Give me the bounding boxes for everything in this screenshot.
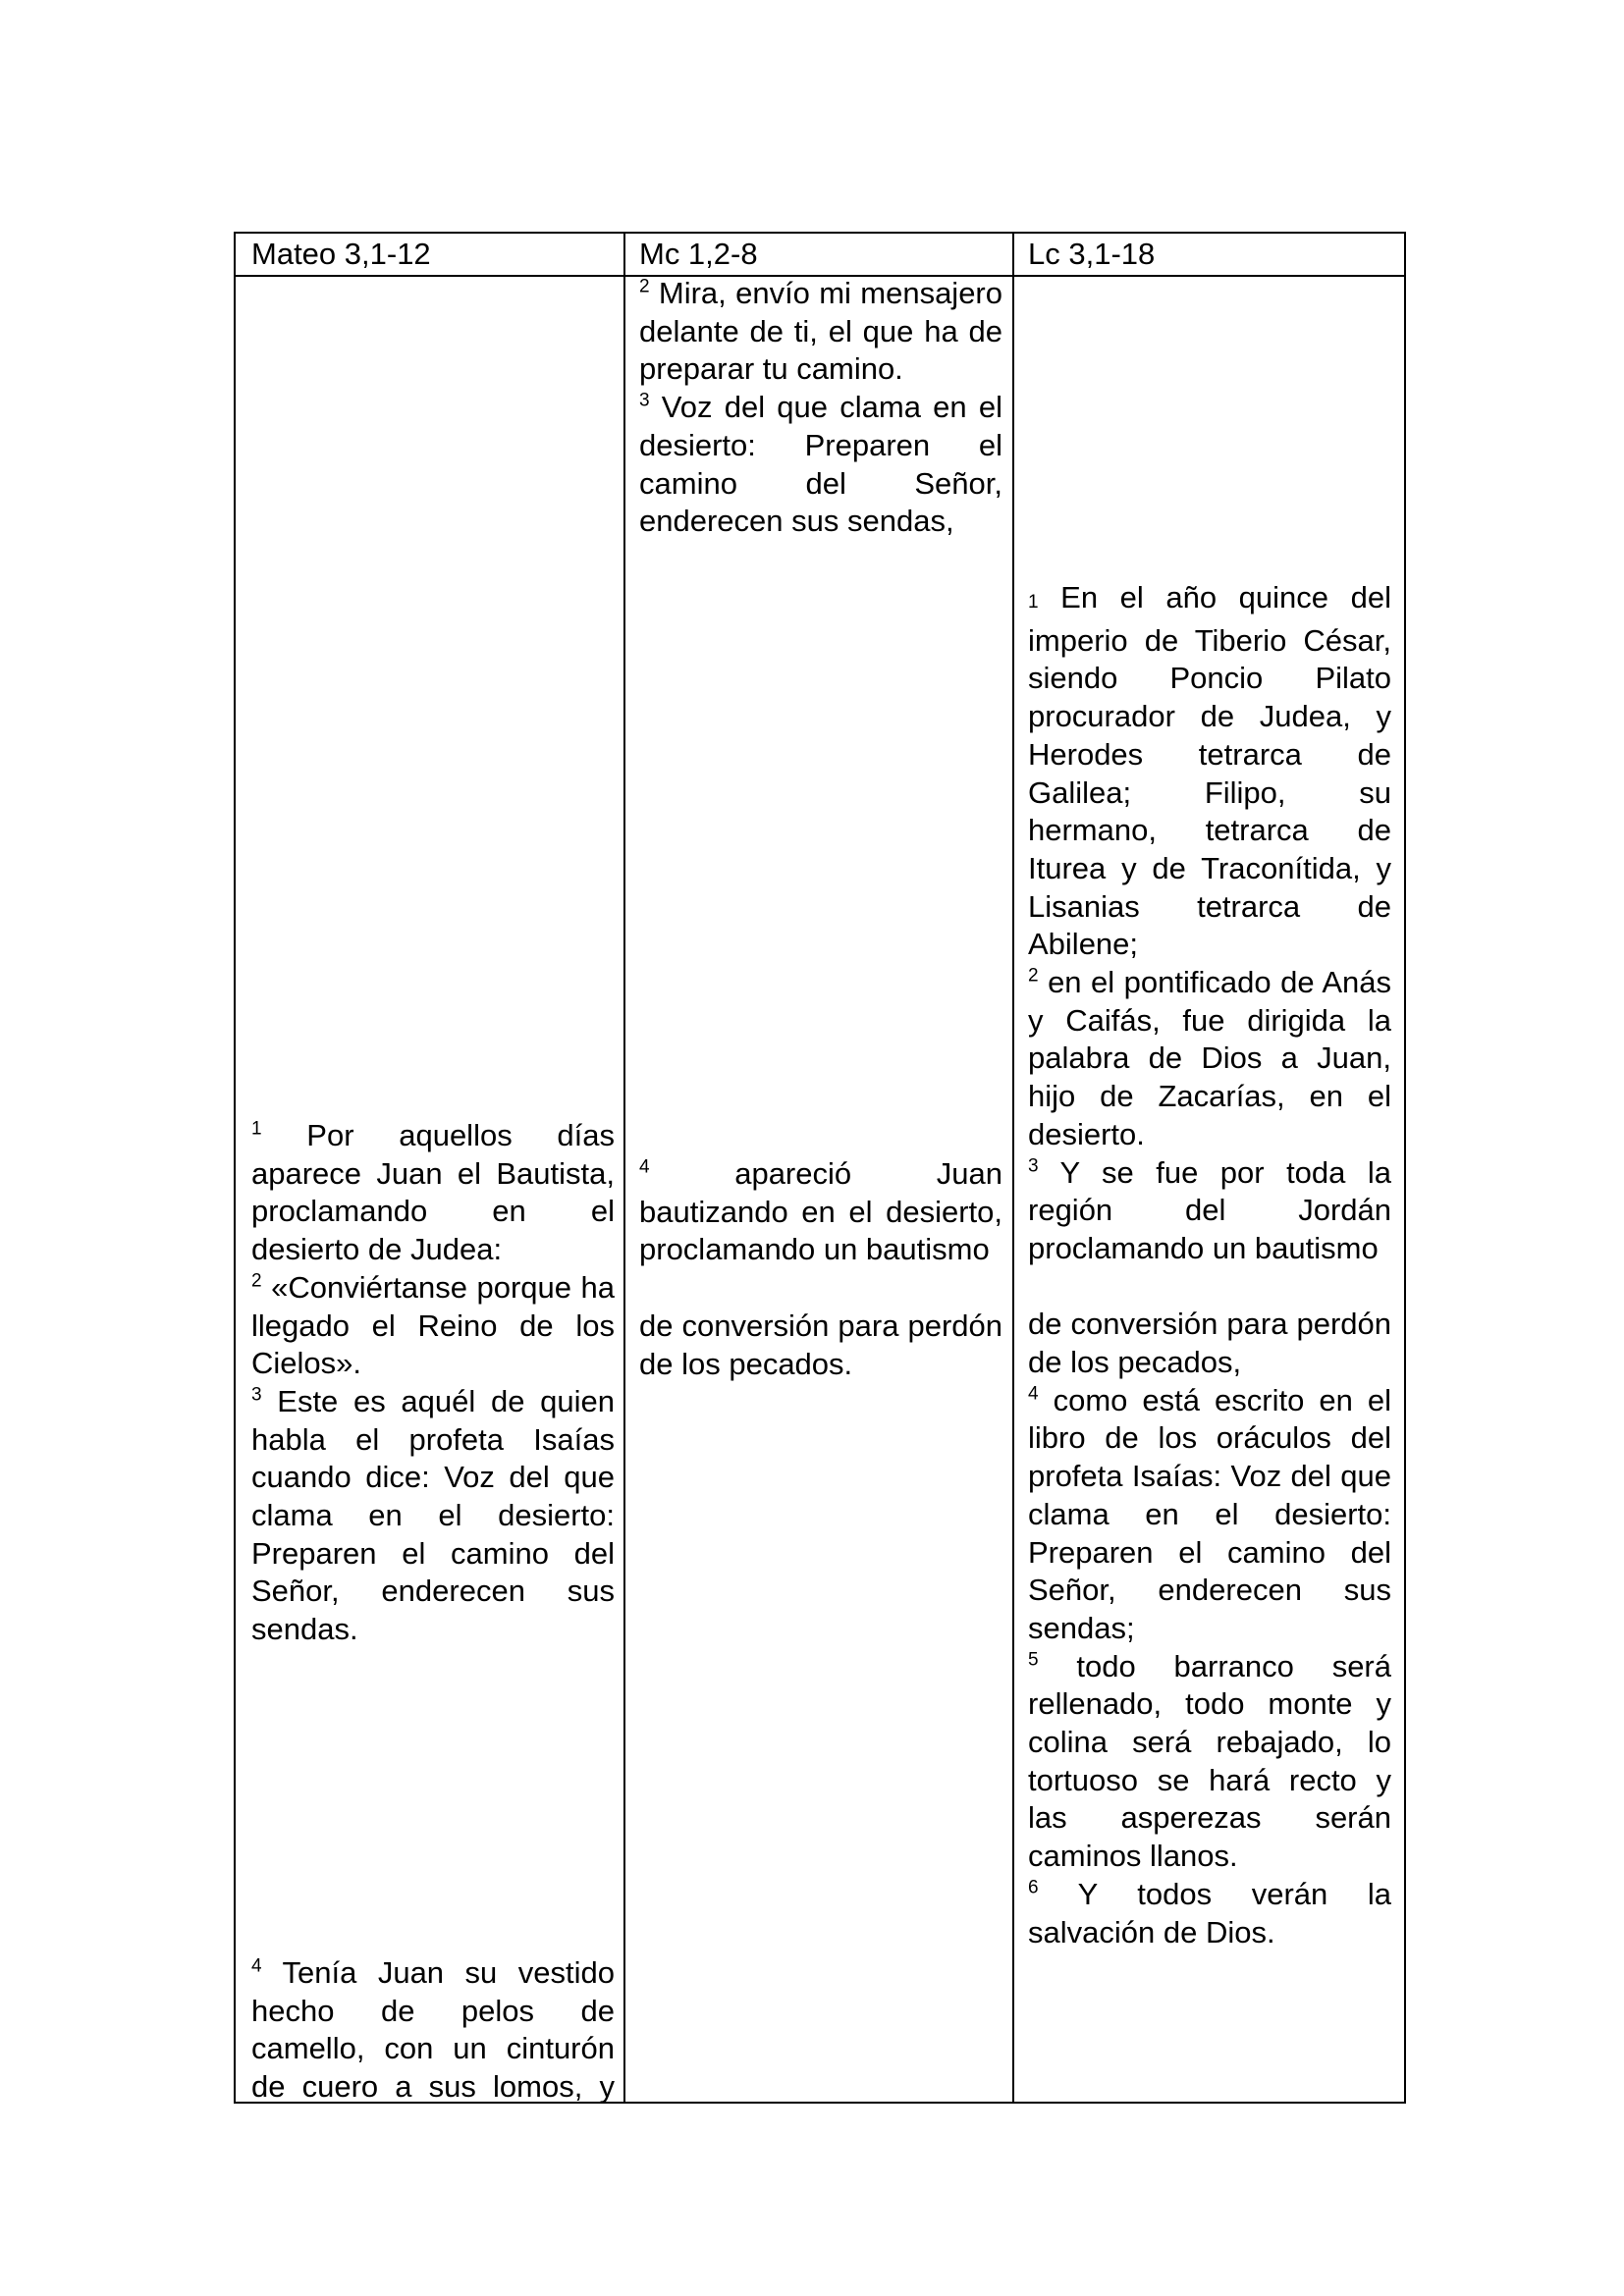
verse-number: 1 xyxy=(1028,592,1039,613)
mateo-passage-1 xyxy=(251,1117,615,1649)
verse-number: 3 xyxy=(251,1384,262,1406)
verse-marcos-2: $^2$ Mira, envío mi mensajero delante de ti, el que ha de preparar tu camino. xyxy=(639,276,1002,387)
verse-number: 5 xyxy=(1028,1649,1039,1671)
verse-number: 4 xyxy=(251,1955,262,1977)
header-lucas: Lc 3,1-18 xyxy=(1028,237,1156,271)
column-divider xyxy=(623,234,625,2102)
verse-lucas-3-cont: de conversión para perdón de los pecados, xyxy=(1028,1307,1391,1380)
column-divider xyxy=(1012,234,1014,2102)
verse-marcos-3: $^3$ Voz del que clama en el desierto: Preparen el camino del Señor, enderecen sus sendas, xyxy=(639,390,1002,539)
verse-number: 4 xyxy=(1028,1383,1039,1405)
verse-lucas-6: $^6$ Y todos verán la salvación de Dios. xyxy=(1028,1876,1391,1949)
verse-number: 2 xyxy=(639,276,650,297)
lucas-passage-1 xyxy=(1028,579,1391,1951)
verse-mateo-4: $^4$ Tenía Juan su vestido hecho de pelos de camello, con un cinturón de cuero a sus lomos, y xyxy=(251,1955,615,2105)
verse-mateo-2: $^2$ «Conviértanse porque ha llegado el Reino de los Cielos». xyxy=(251,1269,615,1381)
verse-mateo-1: $^1$ Por aquellos días aparece Juan el Bautista, proclamando en el desierto de Judea: xyxy=(251,1118,615,1267)
verse-number: 2 xyxy=(251,1270,262,1292)
verse-number: 3 xyxy=(1028,1155,1039,1177)
column-marcos xyxy=(639,275,1002,2102)
header-marcos: Mc 1,2-8 xyxy=(639,237,758,271)
marcos-passage-2 xyxy=(639,1155,1002,1383)
verse-number: 6 xyxy=(1028,1877,1039,1898)
verse-lucas-2: $^2$ en el pontificado de Anás y Caifás, fue dirigida la palabra de Dios a Juan, hijo de Zacarías, en el desierto. xyxy=(1028,965,1391,1151)
verse-number: 1 xyxy=(251,1118,262,1140)
column-mateo xyxy=(251,275,615,2105)
verse-lucas-4: $^4$ como está escrito en el libro de los oráculos del profeta Isaías: Voz del que clama en el desierto: Preparen el camino del Señor, enderecen sus sendas; xyxy=(1028,1382,1391,1645)
marcos-passage-1 xyxy=(639,275,1002,541)
verse-marcos-4-cont: de conversión para perdón de los pecados. xyxy=(639,1308,1002,1381)
verse-number: 2 xyxy=(1028,965,1039,987)
header-mateo: Mateo 3,1-12 xyxy=(251,237,431,271)
mateo-passage-2 xyxy=(251,1954,615,2107)
synopsis-table xyxy=(234,232,1406,2104)
verse-lucas-1: 1 En el año quince del imperio de Tiberio César, siendo Poncio Pilato procurador de Judea, y Herodes tetrarca de Galilea; Filipo, su hermano, tetrarca de Iturea y de Traconítida, y Lisanias tetrarca de Abilene; xyxy=(1028,580,1391,962)
verse-number: 3 xyxy=(639,390,650,411)
verse-lucas-3: $^3$ Y se fue por toda la región del Jordán proclamando un bautismo xyxy=(1028,1154,1391,1265)
verse-lucas-5: $^5$ todo barranco será rellenado, todo monte y colina será rebajado, lo tortuoso se hará recto y las asperezas serán caminos llanos. xyxy=(1028,1648,1391,1874)
verse-marcos-4: $^4$ apareció Juan bautizando en el desierto, proclamando un bautismo xyxy=(639,1156,1002,1267)
verse-mateo-3: $^3$ Este es aquél de quien habla el profeta Isaías cuando dice: Voz del que clama en el desierto: Preparen el camino del Señor, enderecen sus sendas. xyxy=(251,1383,615,1647)
verse-number: 4 xyxy=(639,1156,650,1178)
column-lucas xyxy=(1028,275,1391,2102)
